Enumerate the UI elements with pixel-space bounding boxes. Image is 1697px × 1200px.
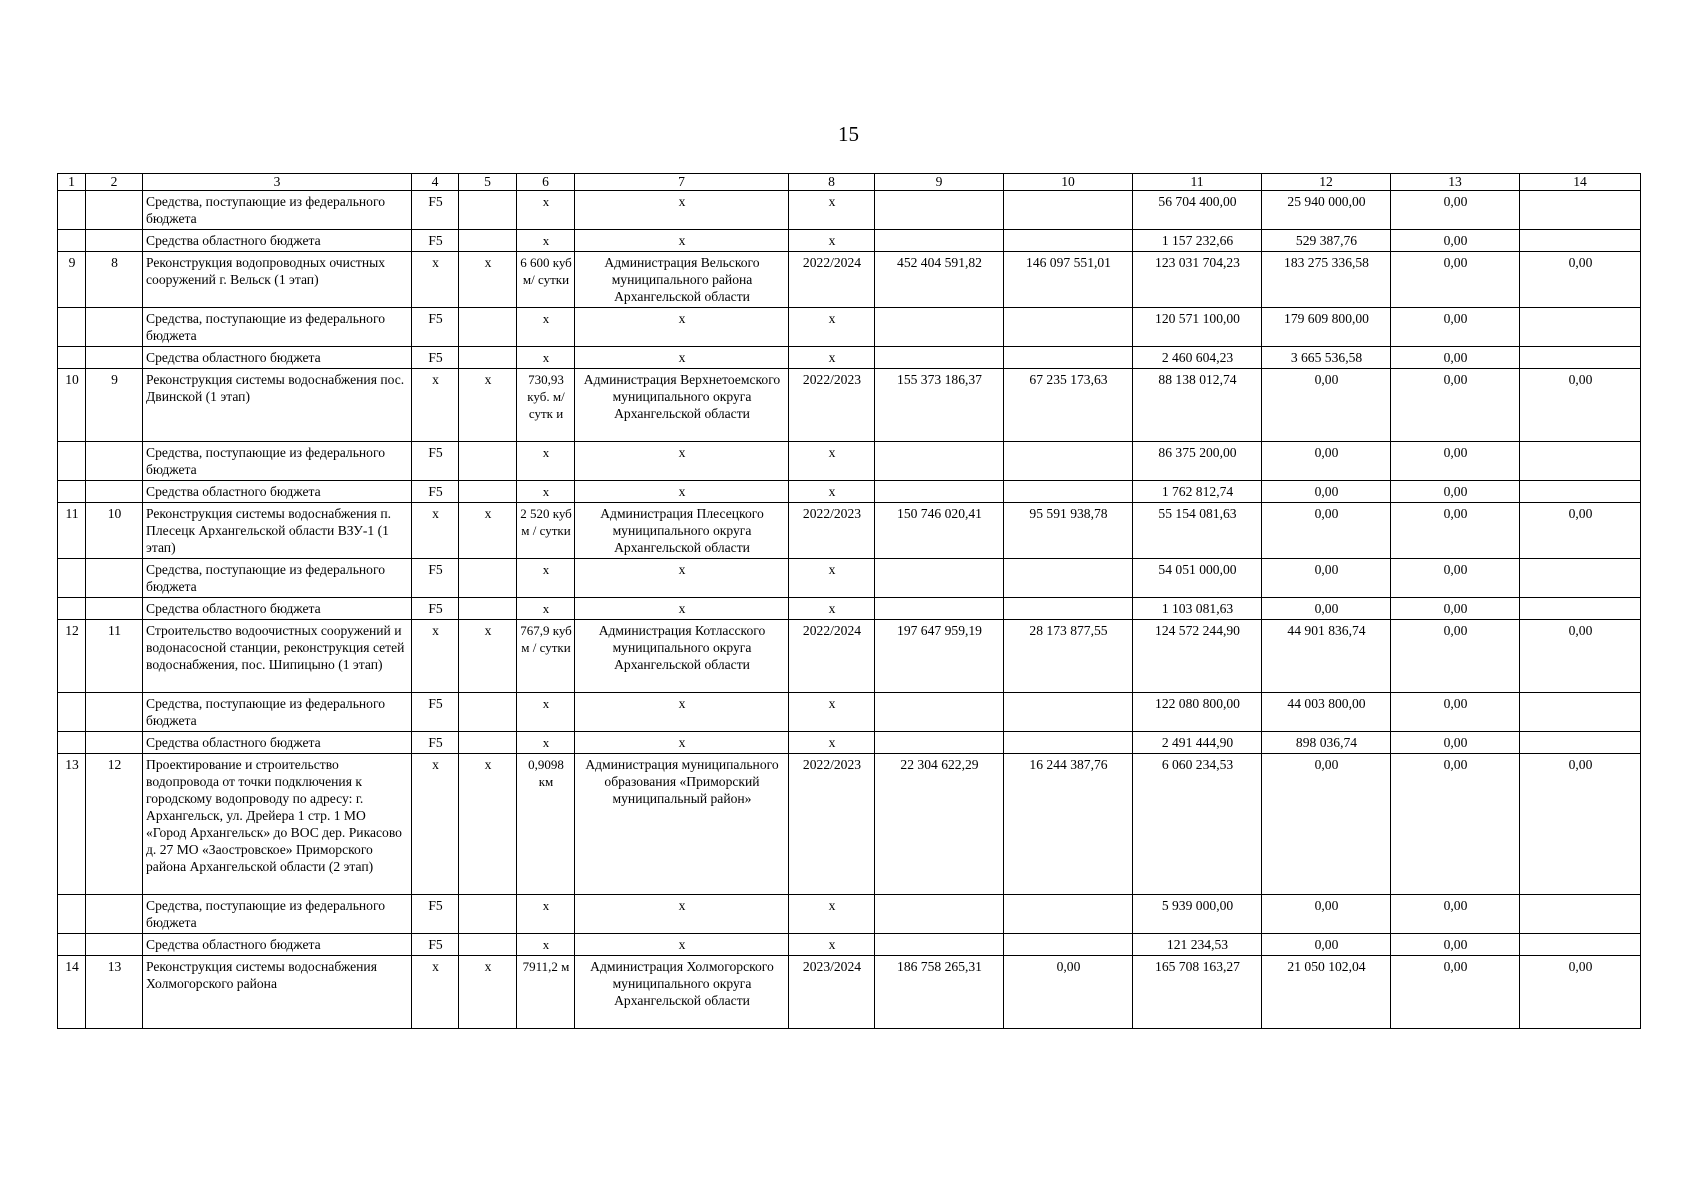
period-cell: 2022/2023: [789, 369, 875, 442]
col10-amount-cell: [1004, 442, 1133, 481]
total-cost-cell: 197 647 959,19: [875, 620, 1004, 693]
table-row: [58, 230, 1641, 252]
unit-cell: х: [459, 956, 517, 1029]
period-cell: 2022/2023: [789, 754, 875, 895]
col14-amount-cell: [1520, 693, 1641, 732]
item-number-cell: [86, 308, 143, 347]
row-number-cell: 11: [58, 503, 86, 559]
item-number-cell: 13: [86, 956, 143, 1029]
col14-amount-cell: 0,00: [1520, 754, 1641, 895]
row-number-cell: [58, 481, 86, 503]
total-cost-cell: 155 373 186,37: [875, 369, 1004, 442]
capacity-cell: 2 520 куб м / сутки: [517, 503, 575, 559]
col14-amount-cell: 0,00: [1520, 252, 1641, 308]
table-row: [58, 934, 1641, 956]
col10-amount-cell: [1004, 308, 1133, 347]
description-cell: Строительство водоочистных сооружений и водонасосной станции, реконструкция сетей водоснабжения, пос. Шипицыно (1 этап): [143, 620, 412, 693]
col13-amount-cell: 0,00: [1391, 442, 1520, 481]
description-cell: Средства областного бюджета: [143, 598, 412, 620]
col13-amount-cell: 0,00: [1391, 347, 1520, 369]
capacity-cell: х: [517, 230, 575, 252]
period-cell: 2022/2023: [789, 503, 875, 559]
executor-cell: х: [575, 308, 789, 347]
total-cost-cell: [875, 308, 1004, 347]
col12-amount-cell: 0,00: [1262, 369, 1391, 442]
table-row: [58, 620, 1641, 693]
col14-amount-cell: [1520, 347, 1641, 369]
description-cell: Реконструкция системы водоснабжения п. Плесецк Архангельской области ВЗУ-1 (1 этап): [143, 503, 412, 559]
unit-cell: [459, 934, 517, 956]
executor-cell: х: [575, 347, 789, 369]
table-row: [58, 191, 1641, 230]
table-row: [58, 895, 1641, 934]
col13-amount-cell: 0,00: [1391, 369, 1520, 442]
column-header: 1: [58, 174, 86, 191]
col12-amount-cell: 0,00: [1262, 503, 1391, 559]
col11-amount-cell: 2 460 604,23: [1133, 347, 1262, 369]
period-cell: 2023/2024: [789, 956, 875, 1029]
table-row: [58, 754, 1641, 895]
item-number-cell: [86, 693, 143, 732]
code-cell: х: [412, 956, 459, 1029]
column-header: 8: [789, 174, 875, 191]
col13-amount-cell: 0,00: [1391, 308, 1520, 347]
unit-cell: [459, 191, 517, 230]
code-cell: F5: [412, 732, 459, 754]
capacity-cell: х: [517, 308, 575, 347]
col13-amount-cell: 0,00: [1391, 191, 1520, 230]
unit-cell: [459, 442, 517, 481]
page-number: 15: [838, 122, 859, 146]
capacity-cell: х: [517, 598, 575, 620]
unit-cell: х: [459, 754, 517, 895]
item-number-cell: [86, 598, 143, 620]
description-cell: Средства, поступающие из федерального бюджета: [143, 895, 412, 934]
unit-cell: [459, 308, 517, 347]
col13-amount-cell: 0,00: [1391, 620, 1520, 693]
total-cost-cell: [875, 559, 1004, 598]
column-header: 11: [1133, 174, 1262, 191]
code-cell: F5: [412, 598, 459, 620]
code-cell: F5: [412, 347, 459, 369]
col14-amount-cell: [1520, 895, 1641, 934]
row-number-cell: [58, 732, 86, 754]
code-cell: F5: [412, 308, 459, 347]
executor-cell: х: [575, 191, 789, 230]
col13-amount-cell: 0,00: [1391, 481, 1520, 503]
col11-amount-cell: 56 704 400,00: [1133, 191, 1262, 230]
executor-cell: х: [575, 934, 789, 956]
col11-amount-cell: 6 060 234,53: [1133, 754, 1262, 895]
row-number-cell: [58, 598, 86, 620]
period-cell: х: [789, 191, 875, 230]
table-row: [58, 252, 1641, 308]
col11-amount-cell: 121 234,53: [1133, 934, 1262, 956]
column-header: 10: [1004, 174, 1133, 191]
description-cell: Средства областного бюджета: [143, 481, 412, 503]
col10-amount-cell: 95 591 938,78: [1004, 503, 1133, 559]
column-header: 2: [86, 174, 143, 191]
period-cell: х: [789, 442, 875, 481]
executor-cell: х: [575, 895, 789, 934]
executor-cell: Администрация Вельского муниципального района Архангельской области: [575, 252, 789, 308]
description-cell: Средства областного бюджета: [143, 347, 412, 369]
col14-amount-cell: [1520, 481, 1641, 503]
period-cell: х: [789, 693, 875, 732]
col13-amount-cell: 0,00: [1391, 503, 1520, 559]
col12-amount-cell: 25 940 000,00: [1262, 191, 1391, 230]
description-cell: Реконструкция системы водоснабжения Холмогорского района: [143, 956, 412, 1029]
executor-cell: х: [575, 230, 789, 252]
unit-cell: [459, 559, 517, 598]
table-row: [58, 732, 1641, 754]
col12-amount-cell: 898 036,74: [1262, 732, 1391, 754]
col12-amount-cell: 0,00: [1262, 481, 1391, 503]
code-cell: х: [412, 503, 459, 559]
table-body: [58, 191, 1641, 1029]
executor-cell: Администрация муниципального образования «Приморский муниципальный район»: [575, 754, 789, 895]
col11-amount-cell: 165 708 163,27: [1133, 956, 1262, 1029]
code-cell: F5: [412, 934, 459, 956]
total-cost-cell: 186 758 265,31: [875, 956, 1004, 1029]
code-cell: F5: [412, 559, 459, 598]
executor-cell: х: [575, 598, 789, 620]
table-row: [58, 442, 1641, 481]
total-cost-cell: [875, 442, 1004, 481]
table-row: [58, 559, 1641, 598]
code-cell: F5: [412, 191, 459, 230]
table-row: [58, 956, 1641, 1029]
col10-amount-cell: [1004, 559, 1133, 598]
column-header: 9: [875, 174, 1004, 191]
unit-cell: [459, 481, 517, 503]
col10-amount-cell: [1004, 895, 1133, 934]
col10-amount-cell: [1004, 481, 1133, 503]
total-cost-cell: 22 304 622,29: [875, 754, 1004, 895]
row-number-cell: [58, 347, 86, 369]
table-row: [58, 481, 1641, 503]
col12-amount-cell: 0,00: [1262, 442, 1391, 481]
item-number-cell: 10: [86, 503, 143, 559]
code-cell: F5: [412, 442, 459, 481]
unit-cell: х: [459, 620, 517, 693]
col11-amount-cell: 86 375 200,00: [1133, 442, 1262, 481]
capacity-cell: 730,93 куб. м/сутк и: [517, 369, 575, 442]
table-row: [58, 369, 1641, 442]
row-number-cell: [58, 559, 86, 598]
col12-amount-cell: 0,00: [1262, 559, 1391, 598]
col11-amount-cell: 5 939 000,00: [1133, 895, 1262, 934]
column-header: 4: [412, 174, 459, 191]
col13-amount-cell: 0,00: [1391, 956, 1520, 1029]
capacity-cell: х: [517, 481, 575, 503]
row-number-cell: 9: [58, 252, 86, 308]
col12-amount-cell: 0,00: [1262, 754, 1391, 895]
col14-amount-cell: [1520, 598, 1641, 620]
capacity-cell: х: [517, 895, 575, 934]
col11-amount-cell: 123 031 704,23: [1133, 252, 1262, 308]
period-cell: х: [789, 559, 875, 598]
col12-amount-cell: 0,00: [1262, 895, 1391, 934]
code-cell: х: [412, 252, 459, 308]
unit-cell: [459, 347, 517, 369]
period-cell: 2022/2024: [789, 620, 875, 693]
executor-cell: Администрация Котласского муниципального округа Архангельской области: [575, 620, 789, 693]
capacity-cell: х: [517, 191, 575, 230]
period-cell: х: [789, 230, 875, 252]
description-cell: Средства областного бюджета: [143, 934, 412, 956]
item-number-cell: [86, 191, 143, 230]
col11-amount-cell: 124 572 244,90: [1133, 620, 1262, 693]
col11-amount-cell: 1 103 081,63: [1133, 598, 1262, 620]
row-number-cell: [58, 230, 86, 252]
total-cost-cell: [875, 230, 1004, 252]
col14-amount-cell: [1520, 559, 1641, 598]
code-cell: F5: [412, 481, 459, 503]
unit-cell: [459, 693, 517, 732]
col12-amount-cell: 21 050 102,04: [1262, 956, 1391, 1029]
col11-amount-cell: 122 080 800,00: [1133, 693, 1262, 732]
column-header: 13: [1391, 174, 1520, 191]
col14-amount-cell: [1520, 230, 1641, 252]
budget-table: [57, 173, 1641, 1029]
item-number-cell: [86, 347, 143, 369]
col10-amount-cell: 67 235 173,63: [1004, 369, 1133, 442]
capacity-cell: х: [517, 559, 575, 598]
code-cell: F5: [412, 693, 459, 732]
table-row: [58, 308, 1641, 347]
item-number-cell: 9: [86, 369, 143, 442]
col14-amount-cell: 0,00: [1520, 503, 1641, 559]
total-cost-cell: 150 746 020,41: [875, 503, 1004, 559]
executor-cell: х: [575, 732, 789, 754]
code-cell: F5: [412, 895, 459, 934]
executor-cell: Администрация Плесецкого муниципального округа Архангельской области: [575, 503, 789, 559]
total-cost-cell: [875, 191, 1004, 230]
col14-amount-cell: 0,00: [1520, 369, 1641, 442]
col14-amount-cell: [1520, 442, 1641, 481]
period-cell: 2022/2024: [789, 252, 875, 308]
item-number-cell: [86, 732, 143, 754]
table-row: [58, 598, 1641, 620]
unit-cell: х: [459, 369, 517, 442]
executor-cell: х: [575, 481, 789, 503]
item-number-cell: 11: [86, 620, 143, 693]
col11-amount-cell: 120 571 100,00: [1133, 308, 1262, 347]
col12-amount-cell: 3 665 536,58: [1262, 347, 1391, 369]
description-cell: Проектирование и строительство водопровода от точки подключения к городскому водопроводу по адресу: г. Архангельск, ул. Дрейера 1 стр. 1 МО «Город Архангельск» до ВОС дер. Рикасово д. 27 МО «Заостровское» Приморского района Архангельской области (2 этап): [143, 754, 412, 895]
item-number-cell: [86, 481, 143, 503]
col14-amount-cell: [1520, 308, 1641, 347]
col14-amount-cell: [1520, 934, 1641, 956]
item-number-cell: [86, 559, 143, 598]
column-header: 6: [517, 174, 575, 191]
col13-amount-cell: 0,00: [1391, 252, 1520, 308]
column-header: 3: [143, 174, 412, 191]
description-cell: Средства областного бюджета: [143, 230, 412, 252]
col12-amount-cell: 183 275 336,58: [1262, 252, 1391, 308]
capacity-cell: 767,9 куб м / сутки: [517, 620, 575, 693]
col11-amount-cell: 54 051 000,00: [1133, 559, 1262, 598]
row-number-cell: [58, 191, 86, 230]
col10-amount-cell: [1004, 693, 1133, 732]
total-cost-cell: [875, 598, 1004, 620]
unit-cell: [459, 732, 517, 754]
capacity-cell: 7911,2 м: [517, 956, 575, 1029]
item-number-cell: [86, 442, 143, 481]
col13-amount-cell: 0,00: [1391, 732, 1520, 754]
code-cell: х: [412, 620, 459, 693]
item-number-cell: 8: [86, 252, 143, 308]
col14-amount-cell: [1520, 191, 1641, 230]
col12-amount-cell: 44 003 800,00: [1262, 693, 1391, 732]
capacity-cell: х: [517, 693, 575, 732]
col11-amount-cell: 1 762 812,74: [1133, 481, 1262, 503]
executor-cell: х: [575, 559, 789, 598]
total-cost-cell: [875, 693, 1004, 732]
description-cell: Средства, поступающие из федерального бюджета: [143, 442, 412, 481]
col13-amount-cell: 0,00: [1391, 754, 1520, 895]
executor-cell: х: [575, 693, 789, 732]
executor-cell: Администрация Верхнетоемского муниципального округа Архангельской области: [575, 369, 789, 442]
column-header: 5: [459, 174, 517, 191]
table-row: [58, 347, 1641, 369]
description-cell: Реконструкция водопроводных очистных сооружений г. Вельск (1 этап): [143, 252, 412, 308]
item-number-cell: 12: [86, 754, 143, 895]
col14-amount-cell: 0,00: [1520, 620, 1641, 693]
period-cell: х: [789, 934, 875, 956]
unit-cell: х: [459, 252, 517, 308]
item-number-cell: [86, 230, 143, 252]
period-cell: х: [789, 347, 875, 369]
description-cell: Средства, поступающие из федерального бюджета: [143, 693, 412, 732]
unit-cell: [459, 230, 517, 252]
row-number-cell: [58, 934, 86, 956]
col13-amount-cell: 0,00: [1391, 934, 1520, 956]
description-cell: Реконструкция системы водоснабжения пос. Двинской (1 этап): [143, 369, 412, 442]
col10-amount-cell: 0,00: [1004, 956, 1133, 1029]
row-number-cell: 14: [58, 956, 86, 1029]
capacity-cell: 0,9098 км: [517, 754, 575, 895]
period-cell: х: [789, 598, 875, 620]
col10-amount-cell: [1004, 191, 1133, 230]
row-number-cell: [58, 308, 86, 347]
column-header: 12: [1262, 174, 1391, 191]
capacity-cell: х: [517, 732, 575, 754]
item-number-cell: [86, 895, 143, 934]
description-cell: Средства, поступающие из федерального бюджета: [143, 308, 412, 347]
col10-amount-cell: 28 173 877,55: [1004, 620, 1133, 693]
table-row: [58, 503, 1641, 559]
row-number-cell: 13: [58, 754, 86, 895]
col10-amount-cell: [1004, 598, 1133, 620]
code-cell: F5: [412, 230, 459, 252]
total-cost-cell: [875, 934, 1004, 956]
col11-amount-cell: 55 154 081,63: [1133, 503, 1262, 559]
col10-amount-cell: [1004, 230, 1133, 252]
col13-amount-cell: 0,00: [1391, 559, 1520, 598]
executor-cell: Администрация Холмогорского муниципального округа Архангельской области: [575, 956, 789, 1029]
col13-amount-cell: 0,00: [1391, 693, 1520, 732]
col12-amount-cell: 44 901 836,74: [1262, 620, 1391, 693]
col10-amount-cell: [1004, 347, 1133, 369]
column-header: 14: [1520, 174, 1641, 191]
row-number-cell: [58, 895, 86, 934]
total-cost-cell: [875, 895, 1004, 934]
row-number-cell: 12: [58, 620, 86, 693]
unit-cell: х: [459, 503, 517, 559]
column-number-row: [58, 174, 1641, 191]
description-cell: Средства, поступающие из федерального бюджета: [143, 559, 412, 598]
capacity-cell: х: [517, 347, 575, 369]
row-number-cell: 10: [58, 369, 86, 442]
capacity-cell: 6 600 куб м/ сутки: [517, 252, 575, 308]
item-number-cell: [86, 934, 143, 956]
unit-cell: [459, 598, 517, 620]
code-cell: х: [412, 369, 459, 442]
row-number-cell: [58, 442, 86, 481]
period-cell: х: [789, 481, 875, 503]
col13-amount-cell: 0,00: [1391, 895, 1520, 934]
period-cell: х: [789, 308, 875, 347]
col10-amount-cell: 16 244 387,76: [1004, 754, 1133, 895]
code-cell: х: [412, 754, 459, 895]
col10-amount-cell: [1004, 732, 1133, 754]
col11-amount-cell: 2 491 444,90: [1133, 732, 1262, 754]
capacity-cell: х: [517, 442, 575, 481]
row-number-cell: [58, 693, 86, 732]
col10-amount-cell: [1004, 934, 1133, 956]
unit-cell: [459, 895, 517, 934]
col11-amount-cell: 88 138 012,74: [1133, 369, 1262, 442]
col12-amount-cell: 529 387,76: [1262, 230, 1391, 252]
column-header: 7: [575, 174, 789, 191]
col11-amount-cell: 1 157 232,66: [1133, 230, 1262, 252]
col12-amount-cell: 0,00: [1262, 934, 1391, 956]
col12-amount-cell: 179 609 800,00: [1262, 308, 1391, 347]
description-cell: Средства областного бюджета: [143, 732, 412, 754]
total-cost-cell: 452 404 591,82: [875, 252, 1004, 308]
description-cell: Средства, поступающие из федерального бюджета: [143, 191, 412, 230]
period-cell: х: [789, 895, 875, 934]
col13-amount-cell: 0,00: [1391, 230, 1520, 252]
executor-cell: х: [575, 442, 789, 481]
col14-amount-cell: [1520, 732, 1641, 754]
col10-amount-cell: 146 097 551,01: [1004, 252, 1133, 308]
col14-amount-cell: 0,00: [1520, 956, 1641, 1029]
capacity-cell: х: [517, 934, 575, 956]
total-cost-cell: [875, 732, 1004, 754]
period-cell: х: [789, 732, 875, 754]
col12-amount-cell: 0,00: [1262, 598, 1391, 620]
total-cost-cell: [875, 347, 1004, 369]
table-row: [58, 693, 1641, 732]
total-cost-cell: [875, 481, 1004, 503]
col13-amount-cell: 0,00: [1391, 598, 1520, 620]
